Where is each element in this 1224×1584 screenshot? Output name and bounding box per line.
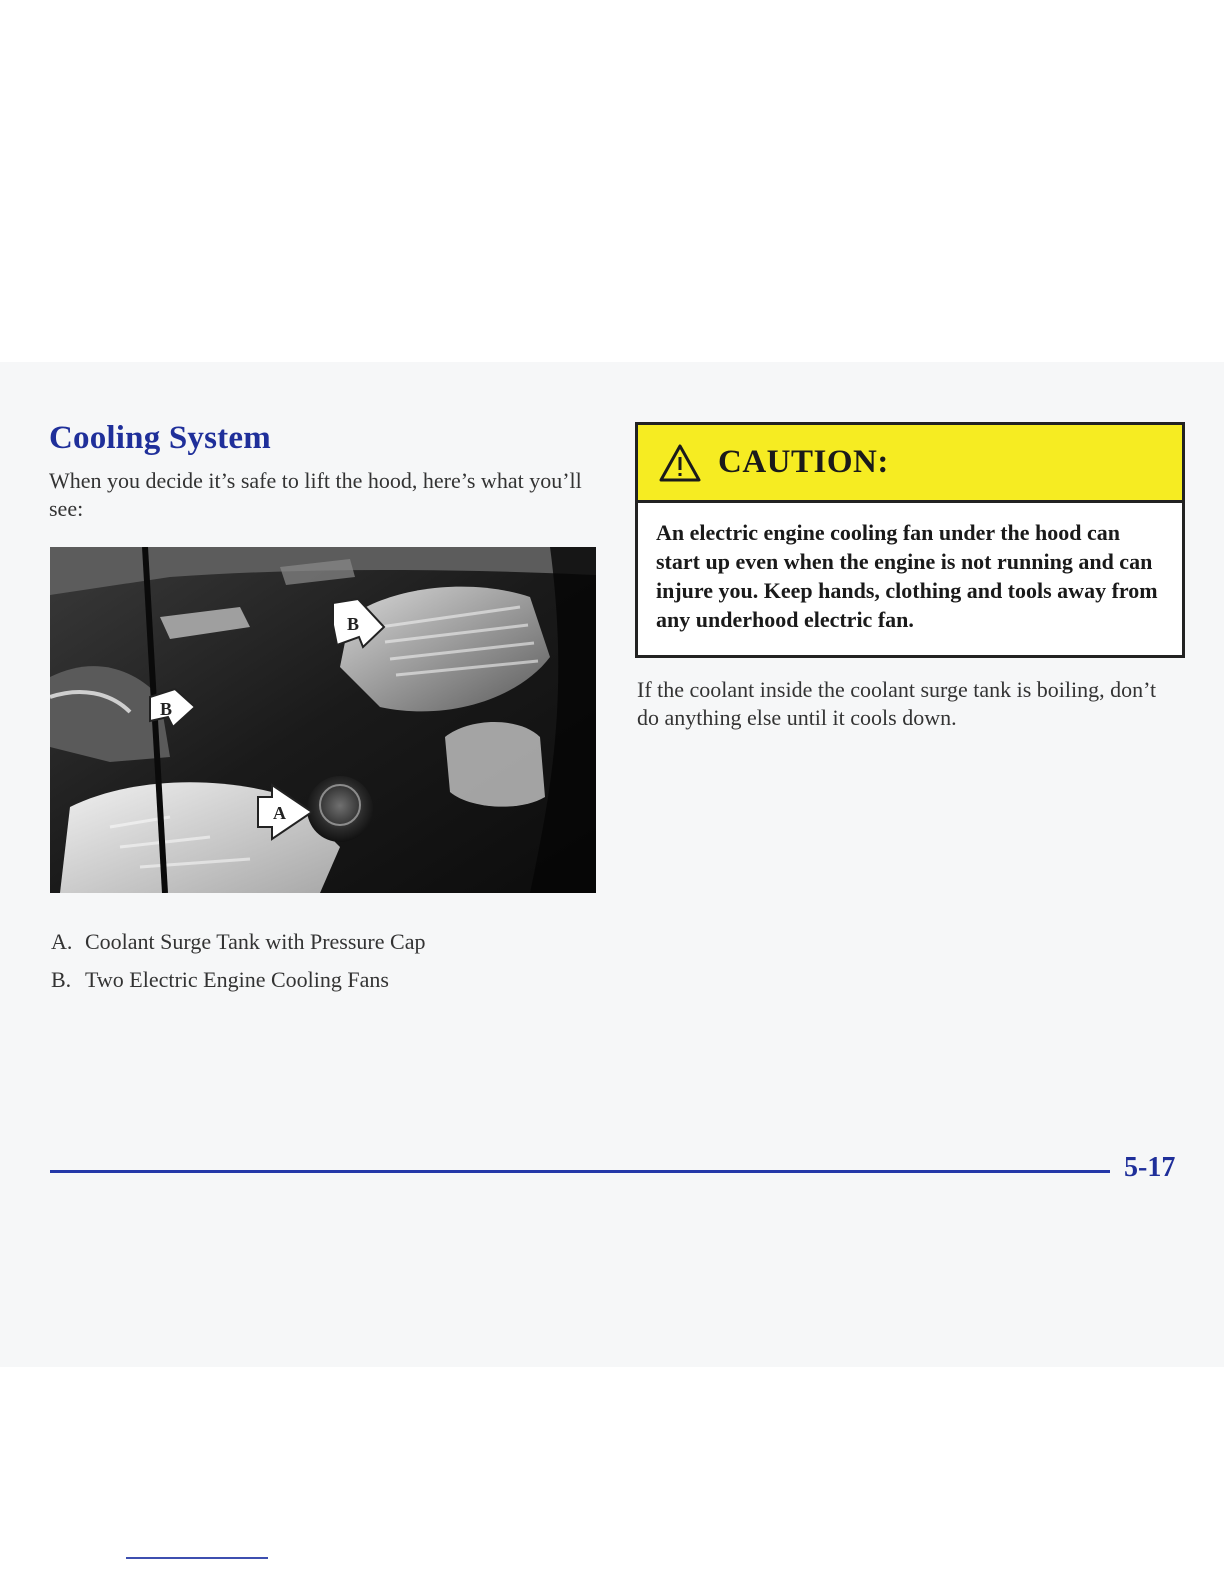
bottom-divider — [126, 1557, 268, 1559]
legend-text: Coolant Surge Tank with Pressure Cap — [85, 929, 426, 954]
photo-legend — [51, 927, 425, 1003]
legend-key: A. — [51, 929, 73, 954]
callout-b-upper-label: B — [347, 614, 360, 634]
page-number: 5-17 — [1124, 1152, 1176, 1183]
footer-rule — [50, 1170, 1110, 1173]
callout-a-label: A — [273, 803, 286, 823]
intro-paragraph: When you decide it’s safe to lift the hood, here’s what you’ll see: — [49, 468, 582, 521]
body-paragraph: If the coolant inside the coolant surge tank is boiling, don’t do anything else until it cools down. — [637, 677, 1157, 730]
engine-bay-photo — [50, 547, 596, 893]
caution-text: An electric engine cooling fan under the hood can start up even when the engine is not running and can injure you. Keep hands, clothing and tools away from any underhood electric fan. — [656, 520, 1158, 632]
legend-text: Two Electric Engine Cooling Fans — [85, 967, 389, 992]
caution-label: CAUTION: — [718, 444, 889, 480]
page-title: Cooling System — [49, 420, 271, 456]
legend-key: B. — [51, 967, 72, 992]
caution-header — [638, 425, 1182, 503]
callout-b-lower-label: B — [160, 699, 173, 719]
warning-triangle-icon — [658, 443, 702, 483]
legend-item-a — [51, 927, 425, 965]
legend-item-b — [51, 965, 425, 1003]
caution-box — [635, 422, 1185, 658]
